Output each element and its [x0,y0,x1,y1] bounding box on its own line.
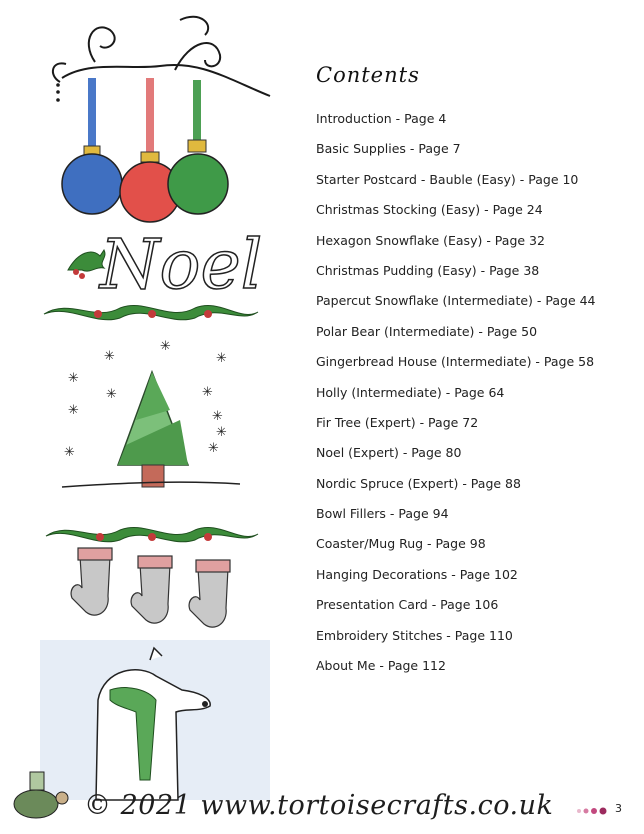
copyright-footer: © 2021 www.tortoisecrafts.co.uk [84,790,554,821]
toc-item: Embroidery Stitches - Page 110 [316,627,513,643]
toc-item: Hanging Decorations - Page 102 [316,566,518,582]
svg-text:✳: ✳ [68,371,79,386]
polar-bear-scene [40,640,270,800]
toc-item: About Me - Page 112 [316,658,446,674]
svg-text:✳: ✳ [202,385,213,400]
toc-item: Starter Postcard - Bauble (Easy) - Page 10 [316,171,579,187]
toc-item: Noel (Expert) - Page 80 [316,445,462,461]
toc-item: Papercut Snowflake (Intermediate) - Page 44 [316,293,596,309]
dots-left [56,83,60,102]
svg-text:✳: ✳ [64,445,75,460]
svg-text:✳: ✳ [104,349,115,364]
table-of-contents [316,60,636,681]
page-number: 3 [615,802,622,815]
svg-text:✳: ✳ [212,409,223,424]
svg-text:✳: ✳ [216,351,227,366]
bauble-blue [62,78,122,214]
swirl-branch [53,17,270,96]
svg-text:✳: ✳ [216,425,227,440]
holly-garland-top [44,305,258,319]
noel-text: Noel [100,226,263,305]
toc-item: Nordic Spruce (Expert) - Page 88 [316,475,521,491]
toc-list [316,104,636,681]
toc-item: Polar Bear (Intermediate) - Page 50 [316,323,538,339]
fir-tree [62,372,240,487]
toc-item: Presentation Card - Page 106 [316,597,499,613]
toc-item: Gingerbread House (Intermediate) - Page 58 [316,354,595,370]
stockings [71,548,230,627]
bauble-green [168,80,228,214]
bauble-red [120,78,180,222]
svg-text:✳: ✳ [208,441,219,456]
svg-text:✳: ✳ [68,403,79,418]
holly-garland-stockings [46,527,258,541]
toc-item: Holly (Intermediate) - Page 64 [316,384,505,400]
christmas-illustration [0,0,300,834]
decorative-dots [575,806,611,816]
svg-text:✳: ✳ [106,387,117,402]
toc-item: Coaster/Mug Rug - Page 98 [316,536,486,552]
contents-heading: Contents [316,63,420,87]
toc-item: Basic Supplies - Page 7 [316,141,461,157]
toc-item: Introduction - Page 4 [316,111,447,126]
toc-item: Fir Tree (Expert) - Page 72 [316,414,479,430]
toc-item: Bowl Fillers - Page 94 [316,506,449,522]
noel-lettering [68,226,262,305]
svg-text:✳: ✳ [160,339,171,354]
toc-item: Christmas Pudding (Easy) - Page 38 [316,262,540,278]
toc-item: Hexagon Snowflake (Easy) - Page 32 [316,232,545,248]
toc-item: Christmas Stocking (Easy) - Page 24 [316,202,543,218]
